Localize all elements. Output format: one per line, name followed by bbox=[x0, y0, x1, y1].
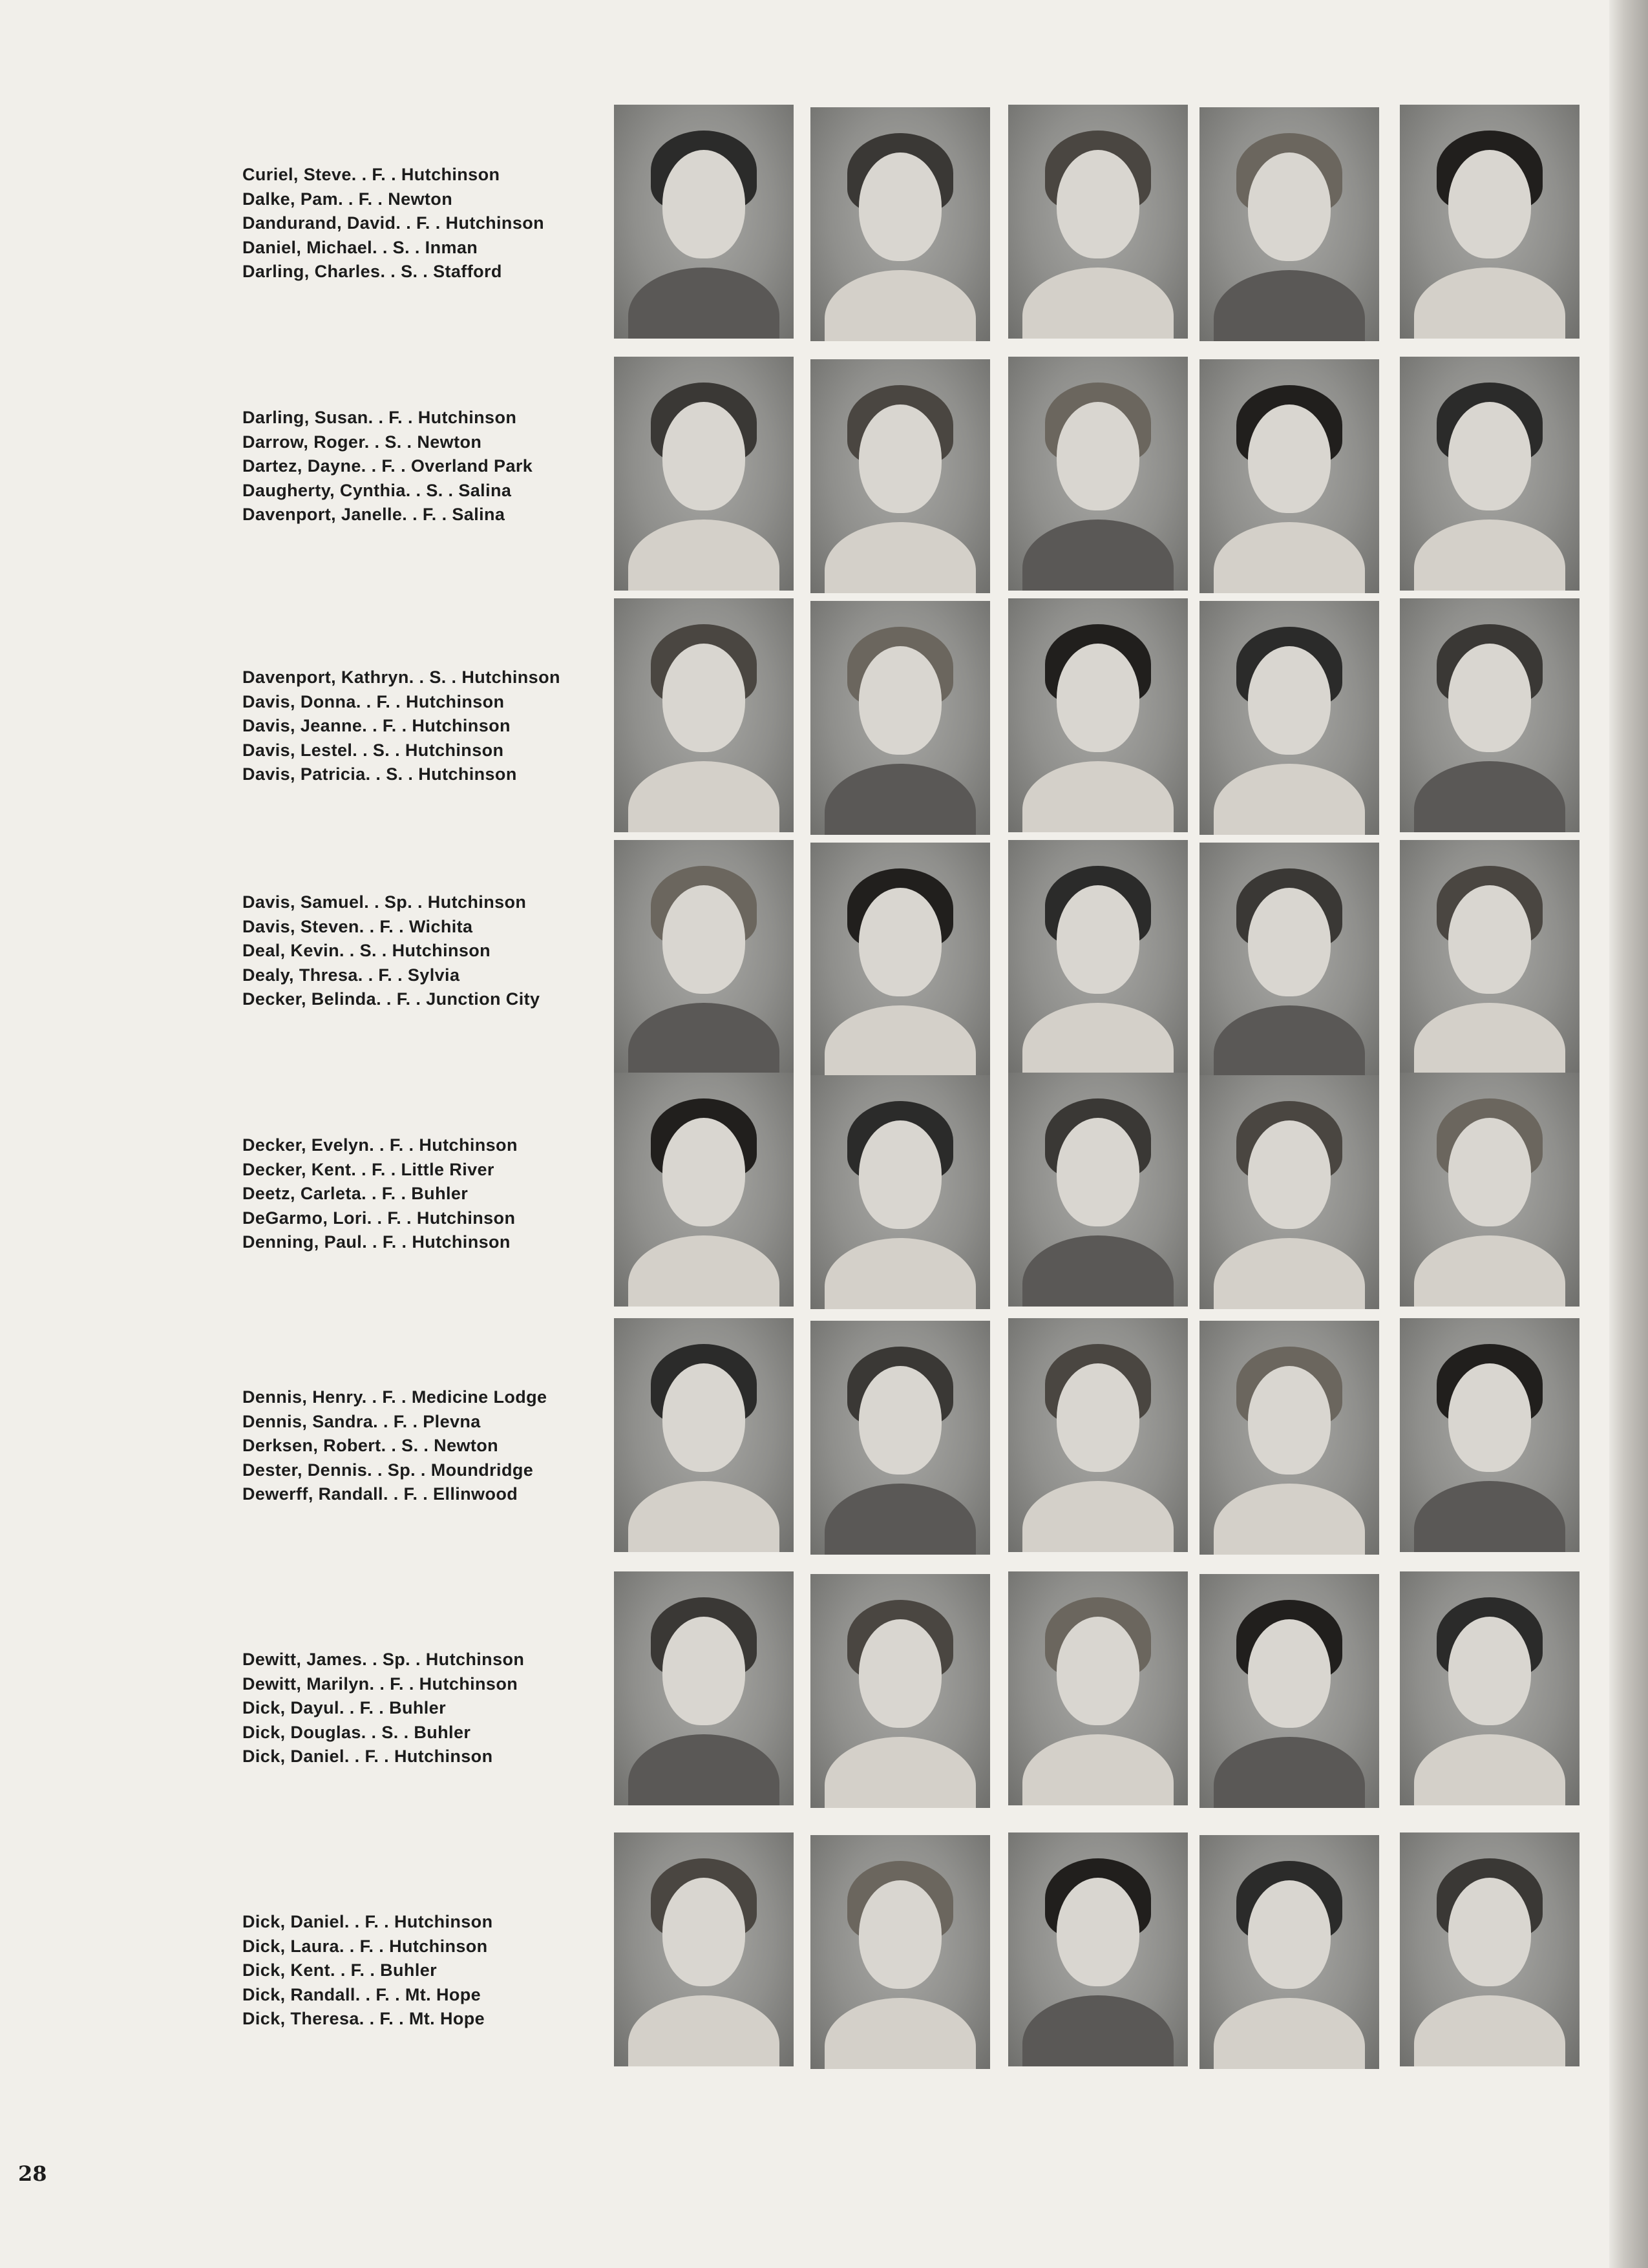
portrait-shoulders bbox=[1022, 268, 1174, 339]
portrait-face bbox=[1057, 885, 1139, 994]
student-name: Dick, Randall. . F. . Mt. Hope bbox=[242, 1984, 481, 2004]
name-list bbox=[242, 666, 591, 787]
name-list bbox=[242, 1385, 591, 1507]
student-portrait bbox=[1008, 598, 1188, 832]
portrait-face bbox=[1057, 1878, 1139, 1986]
portrait-face bbox=[859, 646, 942, 755]
portrait-shoulders bbox=[628, 1235, 779, 1307]
student-portrait bbox=[810, 1835, 990, 2069]
portrait-shoulders bbox=[825, 270, 976, 341]
portrait-face bbox=[1448, 644, 1531, 752]
student-name: Davenport, Kathryn. . S. . Hutchinson bbox=[242, 667, 560, 687]
student-portrait bbox=[810, 1075, 990, 1309]
student-name: Dewitt, James. . Sp. . Hutchinson bbox=[242, 1650, 525, 1669]
student-name: Deetz, Carleta. . F. . Buhler bbox=[242, 1184, 469, 1203]
portrait-shoulders bbox=[1414, 1235, 1565, 1307]
student-name: Darling, Charles. . S. . Stafford bbox=[242, 262, 502, 281]
portrait-shoulders bbox=[628, 1995, 779, 2066]
student-name: Dartez, Dayne. . F. . Overland Park bbox=[242, 456, 533, 476]
name-list bbox=[242, 163, 591, 284]
name-list bbox=[242, 890, 591, 1012]
student-name: Derksen, Robert. . S. . Newton bbox=[242, 1436, 499, 1455]
portrait-face bbox=[662, 1118, 745, 1226]
student-portrait bbox=[810, 1574, 990, 1808]
name-list bbox=[242, 406, 591, 527]
student-portrait bbox=[1008, 357, 1188, 591]
portrait-shoulders bbox=[825, 522, 976, 593]
student-name: Decker, Kent. . F. . Little River bbox=[242, 1159, 494, 1179]
portrait-shoulders bbox=[1414, 268, 1565, 339]
portrait-shoulders bbox=[825, 1238, 976, 1309]
student-portrait bbox=[810, 601, 990, 835]
portrait-shoulders bbox=[628, 761, 779, 832]
portrait-face bbox=[1248, 404, 1331, 513]
student-portrait bbox=[1199, 843, 1379, 1076]
portrait-shoulders bbox=[1214, 522, 1365, 593]
student-name: Darling, Susan. . F. . Hutchinson bbox=[242, 408, 517, 427]
portrait-face bbox=[1448, 1878, 1531, 1986]
portrait-shoulders bbox=[628, 1734, 779, 1805]
student-portrait bbox=[614, 105, 794, 339]
portrait-face bbox=[1248, 152, 1331, 261]
portrait-face bbox=[662, 150, 745, 258]
portrait-face bbox=[859, 1619, 942, 1728]
student-name: Davis, Samuel. . Sp. . Hutchinson bbox=[242, 892, 527, 912]
portrait-face bbox=[859, 404, 942, 513]
portrait-shoulders bbox=[825, 764, 976, 835]
student-portrait bbox=[810, 1321, 990, 1555]
portrait-shoulders bbox=[628, 1003, 779, 1074]
portrait-shoulders bbox=[1214, 1484, 1365, 1555]
portrait-face bbox=[1248, 1880, 1331, 1989]
student-name: Dick, Dayul. . F. . Buhler bbox=[242, 1698, 446, 1717]
student-portrait bbox=[1008, 1571, 1188, 1805]
portrait-shoulders bbox=[1214, 1998, 1365, 2069]
student-name: Davis, Donna. . F. . Hutchinson bbox=[242, 691, 505, 711]
student-name: Dester, Dennis. . Sp. . Moundridge bbox=[242, 1460, 534, 1480]
portrait-face bbox=[1248, 1120, 1331, 1229]
page-number: 28 bbox=[18, 2161, 47, 2186]
student-name: Davis, Patricia. . S. . Hutchinson bbox=[242, 764, 517, 784]
portrait-face bbox=[1248, 888, 1331, 996]
portrait-face bbox=[859, 1120, 942, 1229]
portrait-shoulders bbox=[1414, 1481, 1565, 1552]
portrait-face bbox=[662, 1363, 745, 1472]
name-list bbox=[242, 1910, 591, 2032]
student-portrait bbox=[1008, 105, 1188, 339]
student-portrait bbox=[1008, 1832, 1188, 2066]
portrait-shoulders bbox=[1414, 1734, 1565, 1805]
portrait-face bbox=[662, 644, 745, 752]
portrait-shoulders bbox=[1022, 1481, 1174, 1552]
portrait-face bbox=[1448, 402, 1531, 510]
portrait-face bbox=[662, 402, 745, 510]
student-portrait bbox=[1199, 359, 1379, 593]
portrait-face bbox=[859, 888, 942, 996]
portrait-face bbox=[662, 885, 745, 994]
student-portrait bbox=[614, 840, 794, 1074]
portrait-shoulders bbox=[1414, 761, 1565, 832]
student-portrait bbox=[1199, 1835, 1379, 2069]
student-portrait bbox=[1400, 1318, 1579, 1552]
portrait-face bbox=[1448, 1363, 1531, 1472]
portrait-shoulders bbox=[1022, 1995, 1174, 2066]
student-portrait bbox=[614, 1318, 794, 1552]
student-portrait bbox=[1008, 1073, 1188, 1307]
student-name: Darrow, Roger. . S. . Newton bbox=[242, 432, 482, 452]
name-list bbox=[242, 1648, 591, 1769]
portrait-face bbox=[1057, 1363, 1139, 1472]
student-name: Dennis, Sandra. . F. . Plevna bbox=[242, 1411, 481, 1431]
portrait-face bbox=[859, 1366, 942, 1475]
student-portrait bbox=[614, 1571, 794, 1805]
student-portrait bbox=[1008, 1318, 1188, 1552]
student-name: Decker, Evelyn. . F. . Hutchinson bbox=[242, 1135, 518, 1155]
student-portrait bbox=[1199, 1075, 1379, 1309]
portrait-shoulders bbox=[628, 268, 779, 339]
student-name: Davenport, Janelle. . F. . Salina bbox=[242, 505, 505, 524]
student-portrait bbox=[810, 107, 990, 341]
portrait-shoulders bbox=[1214, 1737, 1365, 1808]
student-name: Dalke, Pam. . F. . Newton bbox=[242, 189, 453, 209]
student-portrait bbox=[1199, 107, 1379, 341]
portrait-face bbox=[1448, 1118, 1531, 1226]
portrait-shoulders bbox=[1414, 520, 1565, 591]
student-portrait bbox=[810, 359, 990, 593]
student-name: Davis, Steven. . F. . Wichita bbox=[242, 916, 473, 936]
student-portrait bbox=[1400, 105, 1579, 339]
portrait-shoulders bbox=[1022, 1003, 1174, 1074]
portrait-shoulders bbox=[628, 1481, 779, 1552]
student-name: Denning, Paul. . F. . Hutchinson bbox=[242, 1232, 511, 1252]
student-portrait bbox=[1400, 1832, 1579, 2066]
student-name: Dennis, Henry. . F. . Medicine Lodge bbox=[242, 1387, 547, 1407]
portrait-face bbox=[662, 1617, 745, 1725]
student-portrait bbox=[614, 598, 794, 832]
portrait-shoulders bbox=[1214, 764, 1365, 835]
student-portrait bbox=[1199, 1574, 1379, 1808]
student-name: Dealy, Thresa. . F. . Sylvia bbox=[242, 965, 460, 985]
portrait-shoulders bbox=[1414, 1003, 1565, 1074]
student-name: Daugherty, Cynthia. . S. . Salina bbox=[242, 480, 512, 500]
portrait-face bbox=[1057, 1617, 1139, 1725]
student-name: Dewerff, Randall. . F. . Ellinwood bbox=[242, 1484, 518, 1504]
student-name: Davis, Lestel. . S. . Hutchinson bbox=[242, 740, 504, 760]
student-portrait bbox=[614, 1832, 794, 2066]
portrait-face bbox=[1448, 1617, 1531, 1725]
portrait-face bbox=[859, 1880, 942, 1989]
portrait-shoulders bbox=[825, 1005, 976, 1076]
student-name: Dick, Douglas. . S. . Buhler bbox=[242, 1722, 471, 1742]
student-name: Dandurand, David. . F. . Hutchinson bbox=[242, 213, 545, 233]
student-name: Dick, Theresa. . F. . Mt. Hope bbox=[242, 2009, 485, 2028]
portrait-face bbox=[859, 152, 942, 261]
student-portrait bbox=[1008, 840, 1188, 1074]
portrait-shoulders bbox=[825, 1998, 976, 2069]
portrait-face bbox=[662, 1878, 745, 1986]
student-portrait bbox=[1400, 598, 1579, 832]
student-portrait bbox=[614, 1073, 794, 1307]
student-portrait bbox=[1400, 840, 1579, 1074]
name-list bbox=[242, 1133, 591, 1255]
student-name: Daniel, Michael. . S. . Inman bbox=[242, 237, 478, 257]
student-name: Dick, Kent. . F. . Buhler bbox=[242, 1960, 438, 1980]
portrait-shoulders bbox=[1022, 1734, 1174, 1805]
portrait-face bbox=[1448, 150, 1531, 258]
student-portrait bbox=[1400, 1571, 1579, 1805]
portrait-shoulders bbox=[1022, 761, 1174, 832]
page-binding-edge bbox=[1609, 0, 1648, 2268]
portrait-shoulders bbox=[825, 1484, 976, 1555]
student-name: Dick, Daniel. . F. . Hutchinson bbox=[242, 1747, 493, 1766]
portrait-face bbox=[1448, 885, 1531, 994]
portrait-shoulders bbox=[1414, 1995, 1565, 2066]
portrait-shoulders bbox=[1214, 1238, 1365, 1309]
student-name: Dewitt, Marilyn. . F. . Hutchinson bbox=[242, 1674, 518, 1694]
student-portrait bbox=[810, 843, 990, 1076]
portrait-shoulders bbox=[1214, 1005, 1365, 1076]
portrait-face bbox=[1248, 1366, 1331, 1475]
portrait-shoulders bbox=[1214, 270, 1365, 341]
student-name: Deal, Kevin. . S. . Hutchinson bbox=[242, 941, 491, 960]
portrait-face bbox=[1057, 402, 1139, 510]
portrait-face bbox=[1057, 644, 1139, 752]
portrait-face bbox=[1057, 1118, 1139, 1226]
student-name: Dick, Laura. . F. . Hutchinson bbox=[242, 1936, 488, 1956]
portrait-face bbox=[1248, 646, 1331, 755]
portrait-face bbox=[1057, 150, 1139, 258]
student-name: Dick, Daniel. . F. . Hutchinson bbox=[242, 1912, 493, 1931]
student-portrait bbox=[1199, 601, 1379, 835]
student-name: Curiel, Steve. . F. . Hutchinson bbox=[242, 165, 500, 184]
student-portrait bbox=[614, 357, 794, 591]
portrait-shoulders bbox=[1022, 520, 1174, 591]
student-portrait bbox=[1400, 1073, 1579, 1307]
portrait-face bbox=[1248, 1619, 1331, 1728]
student-portrait bbox=[1199, 1321, 1379, 1555]
portrait-shoulders bbox=[628, 520, 779, 591]
student-name: DeGarmo, Lori. . F. . Hutchinson bbox=[242, 1208, 516, 1228]
student-name: Davis, Jeanne. . F. . Hutchinson bbox=[242, 716, 511, 735]
student-name: Decker, Belinda. . F. . Junction City bbox=[242, 989, 540, 1009]
portrait-shoulders bbox=[1022, 1235, 1174, 1307]
student-portrait bbox=[1400, 357, 1579, 591]
portrait-shoulders bbox=[825, 1737, 976, 1808]
